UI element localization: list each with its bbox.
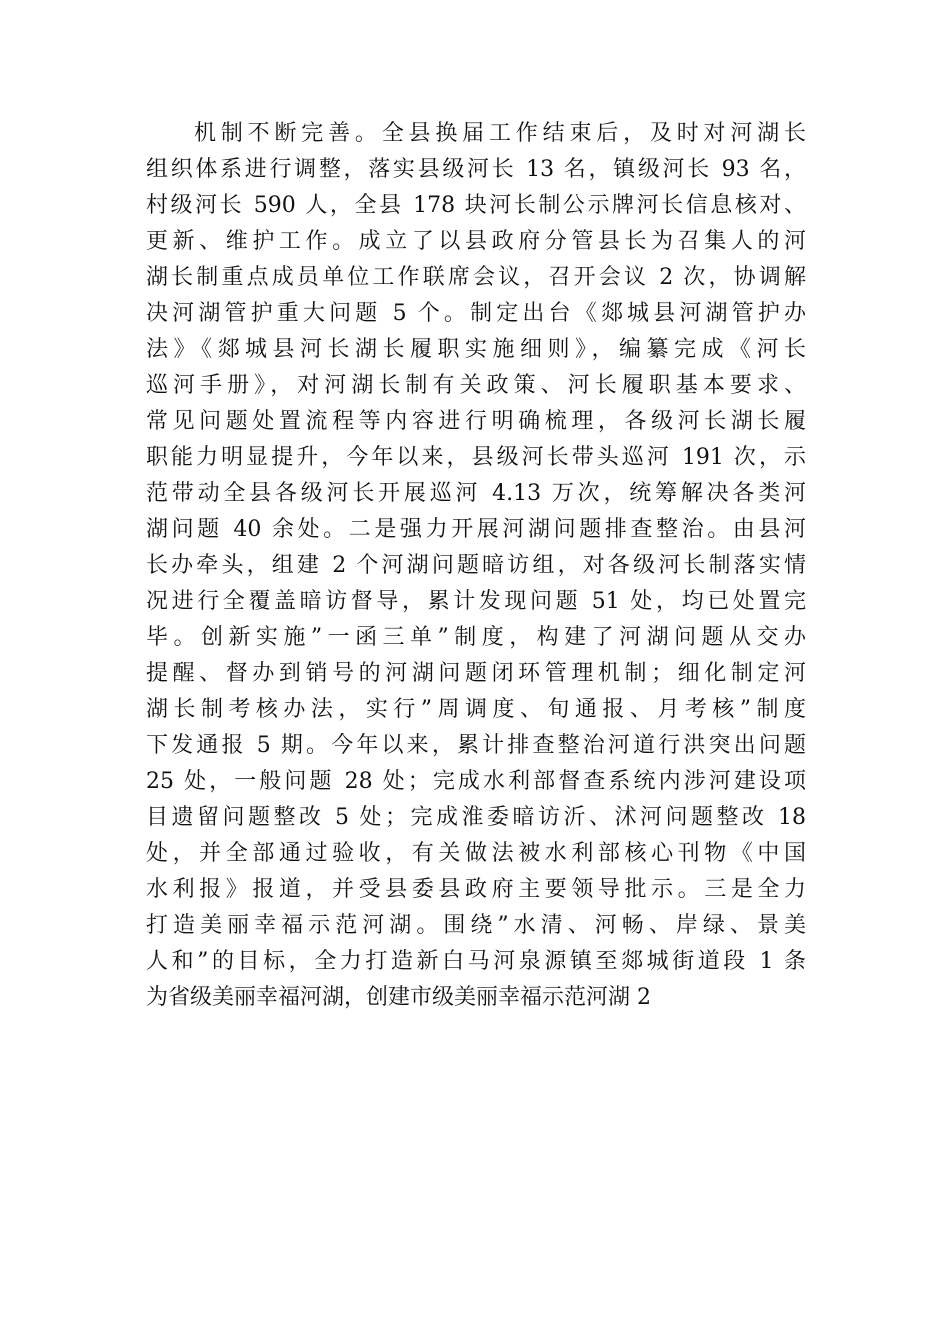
text-line: 水利报》报道，并受县委县政府主要领导批示。三是全力 [146, 877, 806, 902]
text-line: 湖长制重点成员单位工作联席会议，召开会议 2 次，协调解 [146, 265, 806, 290]
text-line: 巡河手册》，对河湖长制有关政策、河长履职基本要求、 [146, 373, 806, 398]
text-line: 湖问题 40 余处。二是强力开展河湖问题排查整治。由县河 [146, 517, 806, 542]
text-line: 提醒、督办到销号的河湖问题闭环管理机制；细化制定河 [146, 661, 806, 686]
text-line: 法》《郯城县河长湖长履职实施细则》，编纂完成《河长 [146, 337, 806, 362]
text-line: 组织体系进行调整，落实县级河长 13 名，镇级河长 93 名， [146, 157, 806, 182]
text-line: 湖长制考核办法，实行”周调度、旬通报、月考核”制度 [146, 697, 806, 722]
text-line: 范带动全县各级河长开展巡河 4.13 万次，统筹解决各类河 [146, 481, 806, 506]
text-line: 常见问题处置流程等内容进行明确梳理，各级河长湖长履 [146, 409, 806, 434]
text-line: 下发通报 5 期。今年以来，累计排查整治河道行洪突出问题 [146, 733, 806, 758]
text-line: 职能力明显提升，今年以来，县级河长带头巡河 191 次，示 [146, 445, 806, 470]
text-line: 为省级美丽幸福河湖，创建市级美丽幸福示范河湖 2 [146, 985, 651, 1010]
text-line: 决河湖管护重大问题 5 个。制定出台《郯城县河湖管护办 [146, 301, 806, 326]
text-line: 人和”的目标，全力打造新白马河泉源镇至郯城街道段 1 条 [146, 949, 806, 974]
text-line: 况进行全覆盖暗访督导，累计发现问题 51 处，均已处置完 [146, 589, 806, 614]
text-line: 目遗留问题整改 5 处；完成淮委暗访沂、沭河问题整改 18 [146, 805, 806, 830]
text-line: 打造美丽幸福示范河湖。围绕”水清、河畅、岸绿、景美 [146, 913, 806, 938]
text-line: 25 处，一般问题 28 处；完成水利部督查系统内涉河建设项 [146, 769, 806, 794]
text-line: 机制不断完善。全县换届工作结束后，及时对河湖长 [194, 121, 806, 146]
body-paragraph [146, 116, 806, 1016]
text-line: 更新、维护工作。成立了以县政府分管县长为召集人的河 [146, 229, 806, 254]
text-line: 毕。创新实施”一函三单”制度，构建了河湖问题从交办 [146, 625, 806, 650]
text-line: 长办牵头，组建 2 个河湖问题暗访组，对各级河长制落实情 [146, 553, 806, 578]
text-line: 村级河长 590 人，全县 178 块河长制公示牌河长信息核对、 [146, 193, 806, 218]
text-line: 处，并全部通过验收，有关做法被水利部核心刊物《中国 [146, 841, 806, 866]
